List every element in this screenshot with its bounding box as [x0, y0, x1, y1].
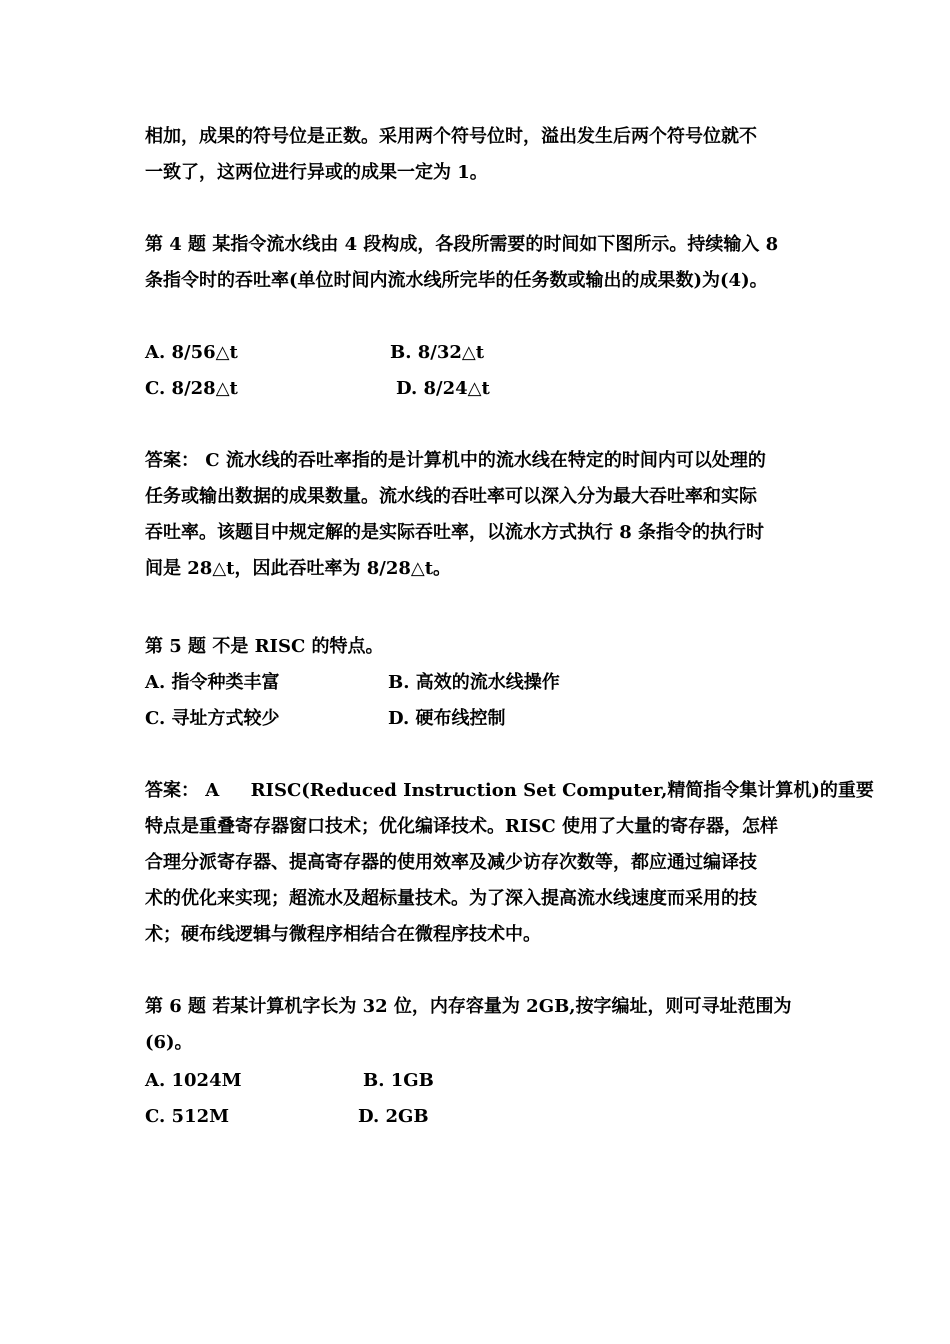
q5-answer-line-5: 术；硬布线逻辑与微程序相结合在微程序技术中。 — [145, 924, 541, 945]
q6-text-line-1: 第 6 题 若某计算机字长为 32 位，内存容量为 2GB,按字编址，则可寻址范围为 — [145, 996, 792, 1017]
q4-answer-line-3: 吞吐率。该题目中规定解的是实际吞吐率，以流水方式执行 8 条指令的执行时 — [145, 522, 765, 543]
q4-option-b: B. 8/32△t — [390, 342, 485, 363]
q4-text-line-2: 条指令时的吞吐率(单位时间内流水线所完毕的任务数或输出的成果数)为(4)。 — [145, 270, 768, 291]
q5-answer-line-3: 合理分派寄存器、提高寄存器的使用效率及减少访存次数等，都应通过编译技 — [145, 852, 757, 873]
q4-answer-line-2: 任务或输出数据的成果数量。流水线的吞吐率可以深入分为最大吞吐率和实际 — [145, 486, 757, 507]
q5-option-c: C. 寻址方式较少 — [145, 708, 280, 729]
q6-option-c: C. 512M — [145, 1106, 230, 1127]
q4-option-d: D. 8/24△t — [396, 378, 490, 399]
q5-option-d: D. 硬布线控制 — [388, 708, 506, 729]
q6-text-line-2: (6)。 — [145, 1032, 193, 1053]
q6-option-a: A. 1024M — [145, 1070, 242, 1091]
q4-option-c: C. 8/28△t — [145, 378, 238, 399]
intro-line-1: 相加，成果的符号位是正数。采用两个符号位时，溢出发生后两个符号位就不 — [145, 126, 757, 147]
q6-option-d: D. 2GB — [358, 1106, 429, 1127]
q6-option-b: B. 1GB — [363, 1070, 434, 1091]
q5-answer-line-2: 特点是重叠寄存器窗口技术；优化编译技术。RISC 使用了大量的寄存器，怎样 — [145, 816, 778, 837]
intro-line-2: 一致了，这两位进行异或的成果一定为 1。 — [145, 162, 488, 183]
q4-answer-line-1: 答案： C 流水线的吞吐率指的是计算机中的流水线在特定的时间内可以处理的 — [145, 450, 766, 471]
q5-option-a: A. 指令种类丰富 — [145, 672, 280, 693]
q5-option-b: B. 高效的流水线操作 — [388, 672, 560, 693]
q4-text-line-1: 第 4 题 某指令流水线由 4 段构成，各段所需要的时间如下图所示。持续输入 8 — [145, 234, 779, 255]
q4-option-a: A. 8/56△t — [145, 342, 238, 363]
q5-answer-line-1: 答案： A RISC(Reduced Instruction Set Computer,精简指令集计算机)的重要 — [145, 780, 874, 801]
q5-answer-line-4: 术的优化来实现；超流水及超标量技术。为了深入提高流水线速度而采用的技 — [145, 888, 757, 909]
q4-answer-line-4: 间是 28△t，因此吞吐率为 8/28△t。 — [145, 558, 452, 579]
q5-text-line-1: 第 5 题 不是 RISC 的特点。 — [145, 636, 384, 657]
